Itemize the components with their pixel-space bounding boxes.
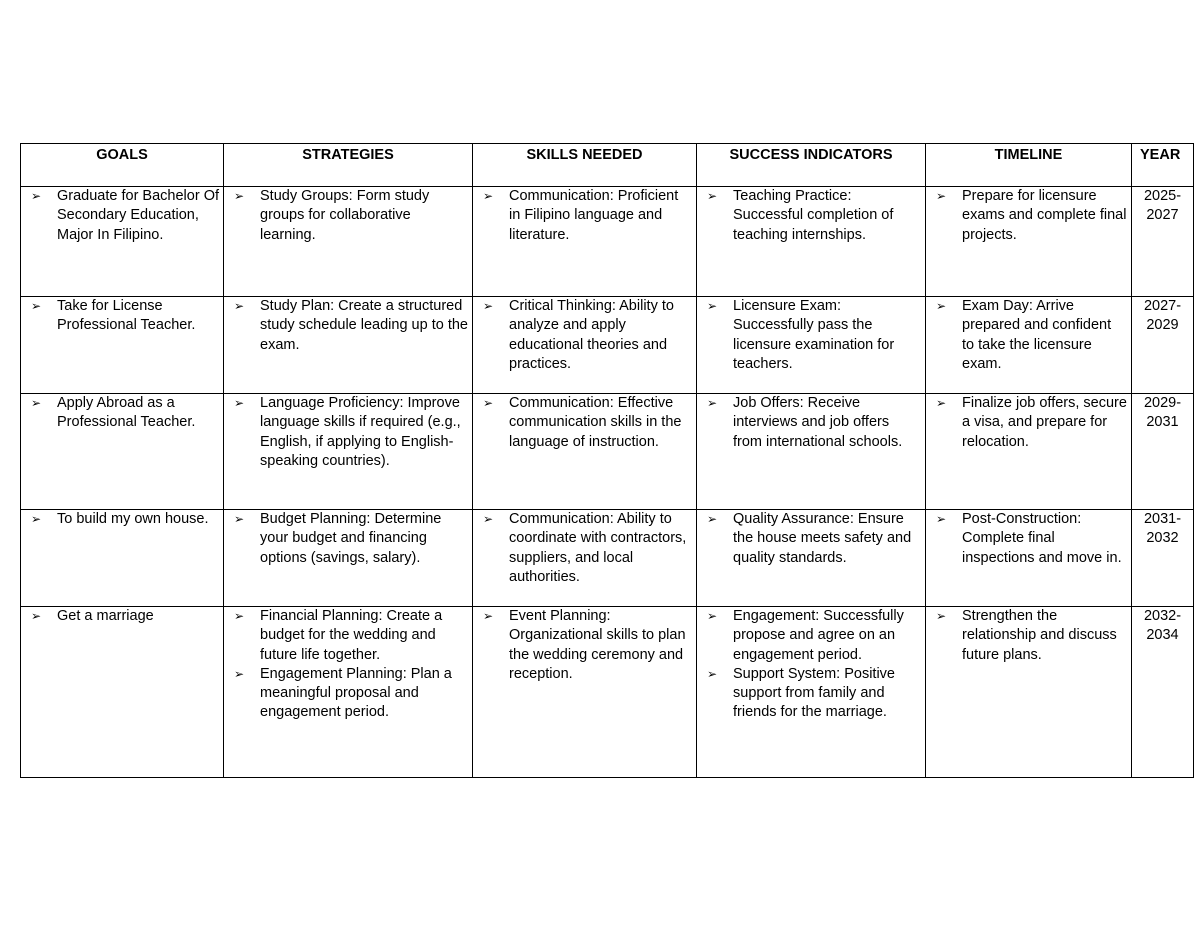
skill-cell xyxy=(473,607,697,778)
arrow-bullet-icon: ➢ xyxy=(936,299,947,313)
header-skills-needed: SKILLS NEEDED xyxy=(473,144,697,187)
list-item-text: Event Planning: Organizational skills to plan the wedding ceremony and reception. xyxy=(509,608,686,682)
success-indicator-cell xyxy=(697,510,926,607)
list-item-text: Communication: Proficient in Filipino language and literature. xyxy=(509,188,679,243)
success-indicator-cell xyxy=(697,607,926,778)
bullet-list xyxy=(21,510,223,529)
strategy-cell xyxy=(224,607,473,778)
bullet-list xyxy=(224,510,472,568)
list-item xyxy=(707,394,921,452)
arrow-bullet-icon: ➢ xyxy=(234,299,245,313)
success-indicator-cell xyxy=(697,394,926,510)
success-indicator-cell xyxy=(697,297,926,394)
strategy-cell xyxy=(224,394,473,510)
year-cell: 2027-2029 xyxy=(1132,297,1194,394)
list-item-text: Teaching Practice: Successful completion of teaching internships. xyxy=(733,188,894,243)
year-cell: 2029-2031 xyxy=(1132,394,1194,510)
goal-cell xyxy=(21,607,224,778)
list-item xyxy=(234,394,468,471)
list-item-text: Prepare for licensure exams and complete final projects. xyxy=(962,188,1127,243)
table-row xyxy=(21,297,1194,394)
skill-cell xyxy=(473,510,697,607)
list-item xyxy=(483,394,692,452)
list-item xyxy=(234,607,468,665)
bullet-list xyxy=(224,187,472,245)
list-item-text: Language Proficiency: Improve language skills if required (e.g., English, if applying to English-speaking countries). xyxy=(260,395,461,469)
list-item xyxy=(31,187,219,245)
bullet-list xyxy=(224,607,472,723)
timeline-cell xyxy=(926,394,1132,510)
bullet-list xyxy=(697,394,925,452)
arrow-bullet-icon: ➢ xyxy=(31,512,42,526)
arrow-bullet-icon: ➢ xyxy=(483,609,494,623)
header-success-indicators: SUCCESS INDICATORS xyxy=(697,144,926,187)
list-item-text: Critical Thinking: Ability to analyze and apply educational theories and practices. xyxy=(509,298,674,372)
year-cell: 2031-2032 xyxy=(1132,510,1194,607)
header-year: YEAR xyxy=(1132,144,1194,187)
bullet-list xyxy=(224,297,472,355)
header-goals: GOALS xyxy=(21,144,224,187)
arrow-bullet-icon: ➢ xyxy=(483,299,494,313)
skill-cell xyxy=(473,187,697,297)
arrow-bullet-icon: ➢ xyxy=(234,512,245,526)
list-item xyxy=(707,297,921,374)
timeline-cell xyxy=(926,187,1132,297)
bullet-list xyxy=(926,187,1131,245)
list-item xyxy=(707,187,921,245)
strategy-cell xyxy=(224,187,473,297)
list-item xyxy=(936,187,1127,245)
arrow-bullet-icon: ➢ xyxy=(483,512,494,526)
list-item-text: Communication: Ability to coordinate with contractors, suppliers, and local authorities. xyxy=(509,511,687,585)
list-item xyxy=(234,510,468,568)
list-item xyxy=(707,607,921,665)
list-item xyxy=(483,510,692,587)
list-item xyxy=(483,297,692,374)
list-item-text: Budget Planning: Determine your budget and financing options (savings, salary). xyxy=(260,511,442,566)
goal-cell xyxy=(21,297,224,394)
list-item-text: Licensure Exam: Successfully pass the licensure examination for teachers. xyxy=(733,298,895,372)
list-item-text: Quality Assurance: Ensure the house meets safety and quality standards. xyxy=(733,511,912,566)
year-cell: 2025-2027 xyxy=(1132,187,1194,297)
arrow-bullet-icon: ➢ xyxy=(936,609,947,623)
list-item-text: Exam Day: Arrive prepared and confident to take the licensure exam. xyxy=(962,298,1112,372)
arrow-bullet-icon: ➢ xyxy=(707,396,718,410)
list-item xyxy=(234,297,468,355)
timeline-cell xyxy=(926,510,1132,607)
list-item-text: Take for License Professional Teacher. xyxy=(57,298,196,334)
list-item xyxy=(707,510,921,568)
list-item-text: To build my own house. xyxy=(57,511,209,527)
list-item-text: Engagement: Successfully propose and agree on an engagement period. xyxy=(733,608,904,663)
list-item xyxy=(483,607,692,684)
list-item-text: Job Offers: Receive interviews and job offers from international schools. xyxy=(733,395,903,450)
bullet-list xyxy=(697,510,925,568)
bullet-list xyxy=(926,607,1131,665)
bullet-list xyxy=(926,394,1131,452)
list-item-text: Post-Construction: Complete final inspections and move in. xyxy=(962,511,1122,566)
bullet-list xyxy=(21,187,223,245)
table-row xyxy=(21,394,1194,510)
list-item-text: Financial Planning: Create a budget for the wedding and future life together. xyxy=(260,608,443,663)
bullet-list xyxy=(473,510,696,587)
list-item xyxy=(936,297,1127,374)
arrow-bullet-icon: ➢ xyxy=(31,609,42,623)
success-indicator-cell xyxy=(697,187,926,297)
timeline-cell xyxy=(926,297,1132,394)
arrow-bullet-icon: ➢ xyxy=(707,512,718,526)
list-item xyxy=(936,607,1127,665)
list-item xyxy=(31,510,219,529)
list-item-text: Support System: Positive support from family and friends for the marriage. xyxy=(733,665,895,721)
table-body xyxy=(21,187,1194,778)
list-item xyxy=(483,187,692,245)
list-item xyxy=(936,394,1127,452)
goals-plan-table xyxy=(20,143,1194,778)
bullet-list xyxy=(473,394,696,452)
goal-cell xyxy=(21,510,224,607)
bullet-list xyxy=(224,394,472,471)
header-row xyxy=(21,144,1194,187)
arrow-bullet-icon: ➢ xyxy=(707,299,718,313)
list-item-text: Study Plan: Create a structured study schedule leading up to the exam. xyxy=(260,298,468,353)
arrow-bullet-icon: ➢ xyxy=(31,396,42,410)
list-item xyxy=(31,394,219,433)
arrow-bullet-icon: ➢ xyxy=(483,189,494,203)
arrow-bullet-icon: ➢ xyxy=(234,666,245,681)
timeline-cell xyxy=(926,607,1132,778)
table-row xyxy=(21,510,1194,607)
bullet-list xyxy=(697,297,925,374)
bullet-list xyxy=(473,297,696,374)
arrow-bullet-icon: ➢ xyxy=(936,396,947,410)
arrow-bullet-icon: ➢ xyxy=(234,189,245,203)
arrow-bullet-icon: ➢ xyxy=(707,189,718,203)
strategy-cell xyxy=(224,510,473,607)
arrow-bullet-icon: ➢ xyxy=(707,666,718,681)
year-cell: 2032-2034 xyxy=(1132,607,1194,778)
arrow-bullet-icon: ➢ xyxy=(31,189,42,203)
skill-cell xyxy=(473,297,697,394)
header-strategies: STRATEGIES xyxy=(224,144,473,187)
goal-cell xyxy=(21,187,224,297)
goal-cell xyxy=(21,394,224,510)
bullet-list xyxy=(926,510,1131,568)
list-item-text: Engagement Planning: Plan a meaningful proposal and engagement period. xyxy=(260,665,452,721)
skill-cell xyxy=(473,394,697,510)
arrow-bullet-icon: ➢ xyxy=(936,512,947,526)
list-item xyxy=(31,297,219,336)
bullet-list xyxy=(21,394,223,433)
list-item xyxy=(707,665,921,723)
list-item-text: Get a marriage xyxy=(57,608,154,624)
arrow-bullet-icon: ➢ xyxy=(483,396,494,410)
bullet-list xyxy=(21,607,223,626)
bullet-list xyxy=(473,607,696,684)
list-item-text: Graduate for Bachelor Of Secondary Education, Major In Filipino. xyxy=(57,188,219,243)
arrow-bullet-icon: ➢ xyxy=(234,609,245,623)
arrow-bullet-icon: ➢ xyxy=(234,396,245,410)
list-item xyxy=(234,187,468,245)
strategy-cell xyxy=(224,297,473,394)
arrow-bullet-icon: ➢ xyxy=(707,609,718,623)
table-row xyxy=(21,187,1194,297)
arrow-bullet-icon: ➢ xyxy=(936,189,947,203)
bullet-list xyxy=(697,607,925,723)
bullet-list xyxy=(697,187,925,245)
list-item-text: Study Groups: Form study groups for collaborative learning. xyxy=(260,188,430,243)
list-item-text: Apply Abroad as a Professional Teacher. xyxy=(57,395,196,431)
list-item xyxy=(936,510,1127,568)
bullet-list xyxy=(926,297,1131,374)
list-item xyxy=(234,665,468,723)
list-item-text: Strengthen the relationship and discuss future plans. xyxy=(962,608,1117,663)
list-item-text: Finalize job offers, secure a visa, and prepare for relocation. xyxy=(962,395,1127,450)
arrow-bullet-icon: ➢ xyxy=(31,299,42,313)
table-row xyxy=(21,607,1194,778)
bullet-list xyxy=(21,297,223,336)
header-timeline: TIMELINE xyxy=(926,144,1132,187)
list-item-text: Communication: Effective communication skills in the language of instruction. xyxy=(509,395,682,450)
bullet-list xyxy=(473,187,696,245)
list-item xyxy=(31,607,219,626)
